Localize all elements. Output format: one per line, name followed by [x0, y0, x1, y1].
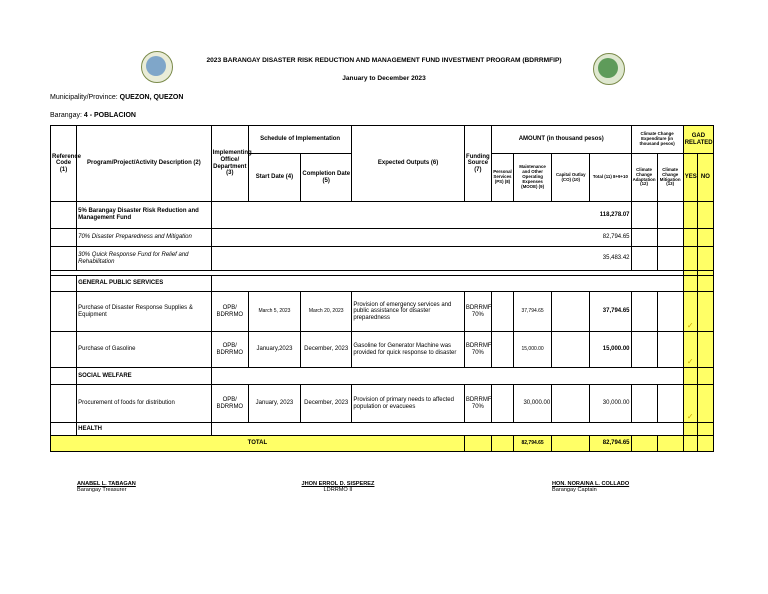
item-mooe: 30,000.00 — [514, 385, 552, 423]
col-start-header: Start Date (4) — [248, 154, 300, 202]
fund-row — [51, 247, 714, 271]
section-label: SOCIAL WELFARE — [77, 368, 212, 385]
col-mooe-header: Maintenance and Other Operating Expenses (MOOE) (9) — [514, 154, 552, 202]
col-co-header: Capital Outlay (CO) (10) — [552, 154, 590, 202]
municipality-value: QUEZON, QUEZON — [119, 94, 184, 101]
gad-yes-check-icon: ✓ — [683, 385, 697, 423]
col-no-header: NO — [697, 154, 713, 202]
total-amount: 82,794.65 — [590, 436, 631, 452]
item-end: December, 2023 — [301, 332, 352, 368]
item-mooe: 37,794.65 — [514, 292, 552, 332]
item-output: Provision of emergency services and public assistance for disaster preparedness — [352, 292, 465, 332]
item-desc: Purchase of Gasoline — [77, 332, 212, 368]
fund-total: 82,794.65 — [211, 229, 631, 247]
item-total: 30,000.00 — [590, 385, 631, 423]
col-gad-header: GAD RELATED — [683, 126, 713, 154]
section-row — [51, 423, 714, 436]
item-mooe: 15,000.00 — [514, 332, 552, 368]
col-total-header: Total (11) 8+9+10 — [590, 154, 631, 202]
section-label: GENERAL PUBLIC SERVICES — [77, 276, 212, 292]
gad-yes-check-icon: ✓ — [683, 332, 697, 368]
col-outputs-header: Expected Outputs (6) — [352, 126, 465, 202]
fund-total: 118,278.07 — [211, 202, 631, 229]
fund-row — [51, 229, 714, 247]
signatory-role: LDRRMO II — [323, 487, 353, 493]
col-completion-header: Completion Date (5) — [301, 154, 352, 202]
item-start: January,2023 — [248, 332, 300, 368]
total-mooe: 82,794.65 — [514, 436, 552, 452]
signatory-role: Barangay Captain — [552, 487, 597, 493]
item-end: December, 2023 — [301, 385, 352, 423]
item-start: March 5, 2023 — [248, 292, 300, 332]
item-desc: Procurement of foods for distribution — [77, 385, 212, 423]
gad-yes-check-icon: ✓ — [683, 292, 697, 332]
signatory-ldrrmo — [300, 481, 376, 493]
col-funding-header: Funding Source (7) — [464, 126, 491, 202]
fund-desc: 70% Disaster Preparedness and Mitigation — [77, 229, 212, 247]
document-period: January to December 2023 — [342, 75, 426, 82]
col-ppa-header: Program/Project/Activity Description (2) — [77, 126, 212, 202]
signatory-name: JHON ERROL D. SISPEREZ — [301, 481, 375, 487]
signatory-name: HON. NORAINA L. COLLADO — [552, 481, 630, 487]
item-office: OPB/ BDRRMO — [211, 385, 248, 423]
table-row — [51, 385, 714, 423]
item-office: OPB/ BDRRMO — [211, 292, 248, 332]
municipality-line — [50, 94, 183, 101]
col-cca-header: Climate Change Adaptation (12) — [631, 154, 657, 202]
section-label: HEALTH — [77, 423, 212, 436]
signatory-treasurer — [77, 481, 136, 493]
col-schedule-header: Schedule of Implementation — [248, 126, 351, 154]
item-output: Provision of primary needs to affected population or evacuees — [352, 385, 465, 423]
col-office-header: Implementing Office/ Department (3) — [211, 126, 248, 202]
item-end: March 20, 2023 — [301, 292, 352, 332]
item-fund: BDRRMF 70% — [464, 385, 491, 423]
col-amount-header: AMOUNT (in thousand pesos) — [491, 126, 631, 154]
section-row — [51, 368, 714, 385]
fund-total: 35,483.42 — [211, 247, 631, 271]
item-desc: Purchase of Disaster Response Supplies & Equipment — [77, 292, 212, 332]
signatory-role: Barangay Treasurer — [77, 487, 127, 493]
section-row — [51, 276, 714, 292]
col-cc-header: Climate Change Expenditure (in thousand pesos) — [631, 126, 683, 154]
item-output: Gasoline for Generator Machine was provided for quick response to disaster — [352, 332, 465, 368]
barangay-line — [50, 112, 136, 119]
signatory-captain — [552, 481, 629, 493]
item-office: OPB/ BDRRMO — [211, 332, 248, 368]
total-label: TOTAL — [51, 436, 465, 452]
item-total: 37,794.65 — [590, 292, 631, 332]
col-ref-header: Reference Code (1) — [51, 126, 77, 202]
municipality-label: Municipality/Province: — [50, 94, 118, 101]
fund-desc: 5% Barangay Disaster Risk Reduction and Management Fund — [77, 202, 212, 229]
item-fund: BDRRMF 70% — [464, 332, 491, 368]
item-total: 15,000.00 — [590, 332, 631, 368]
barangay-label: Barangay: — [50, 112, 82, 119]
col-ps-header: Personal Services (PS) (8) — [491, 154, 513, 202]
investment-program-table — [50, 125, 714, 452]
fund-desc: 30% Quick Response Fund for Relief and Rehabilitation — [77, 247, 212, 271]
item-start: January, 2023 — [248, 385, 300, 423]
col-ccm-header: Climate Change Mitigation (13) — [657, 154, 683, 202]
barangay-value: 4 - POBLACION — [83, 112, 136, 119]
signatory-name: ANABEL L. TABAGAN — [77, 481, 136, 487]
table-row — [51, 332, 714, 368]
col-yes-header: YES — [683, 154, 697, 202]
item-fund: BDRRMF 70% — [464, 292, 491, 332]
total-row — [51, 436, 714, 452]
fund-row — [51, 202, 714, 229]
document-title: 2023 BARANGAY DISASTER RISK REDUCTION AND MANAGEMENT FUND INVESTMENT PROGRAM (BDRRMFIP) — [206, 57, 562, 64]
table-row — [51, 292, 714, 332]
